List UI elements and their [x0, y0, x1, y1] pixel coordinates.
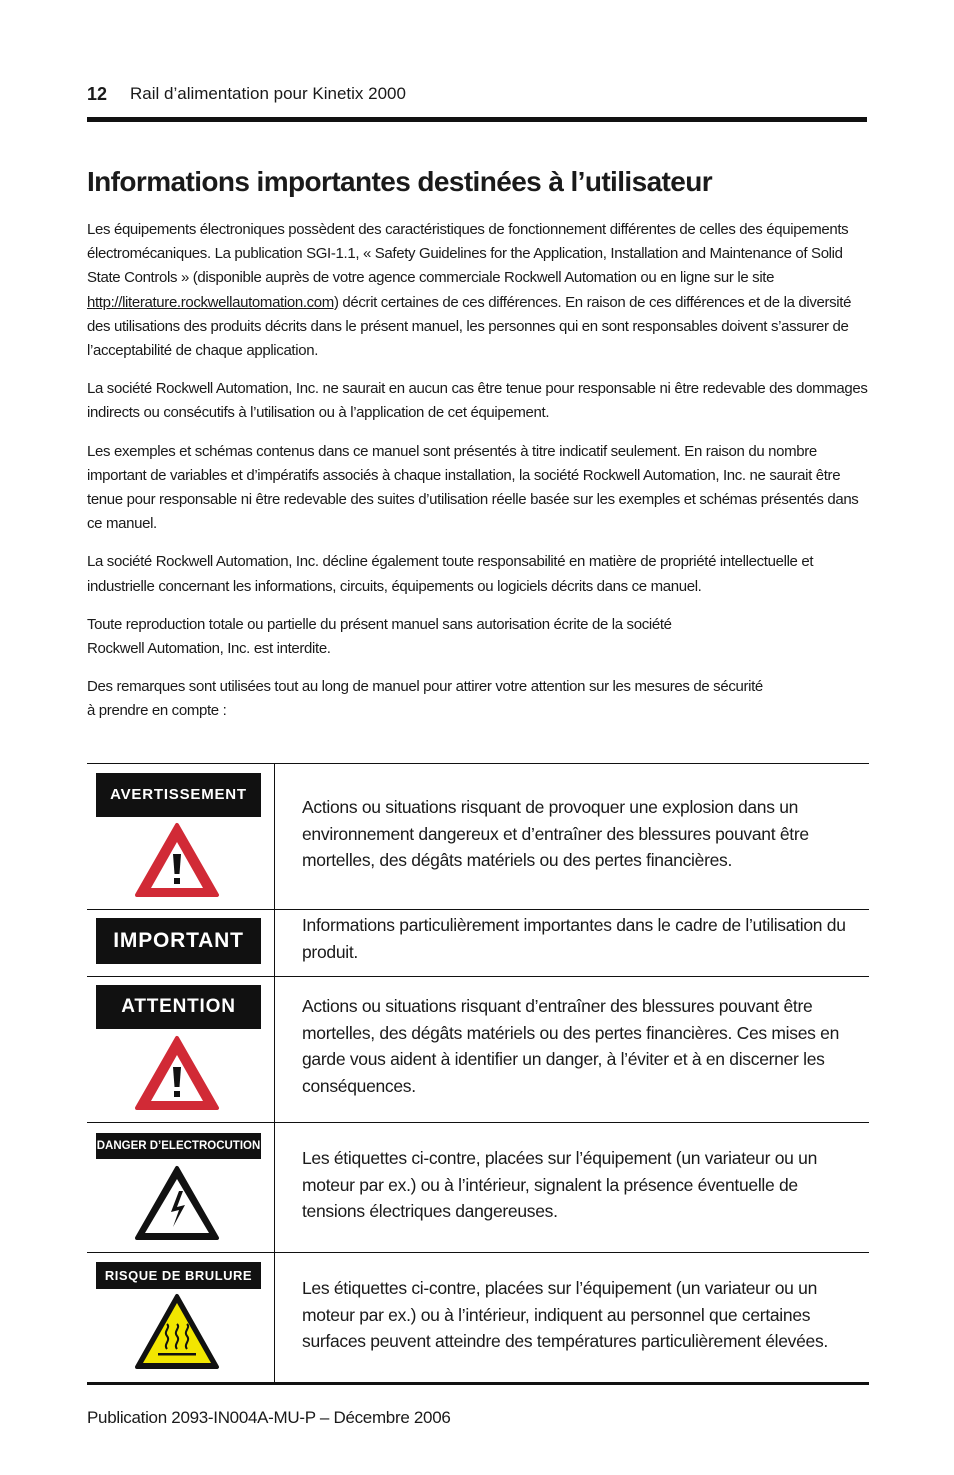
paragraph-3: Les exemples et schémas contenus dans ce manuel sont présentés à titre indicatif seulement. En raison du nombre important de variables et d’impératifs associés à chaque installation, la société Rockwell Automation, Inc. ne saurait être tenue pour responsable ni être redevable des suites d’utilisation réelle basée sur les exemples et schémas présentés dans ce manuel. [87, 442, 859, 533]
paragraph-1-end: décrit certaines de ces différences. En raison de ces différences et de la diversité des utilisations des produits décrits dans le présent manuel, les personnes qui en sont responsables doivent s’assurer de l’acceptabilité de chaque application. [87, 293, 852, 360]
notice-row-warning [87, 764, 869, 910]
publication-footer: Publication 2093-IN004A-MU-P – Décembre 2006 [87, 1408, 451, 1427]
paragraph-4: La société Rockwell Automation, Inc. décline également toute responsabilité en matière de propriété intellectuelle et industrielle concernant les informations, circuits, équipements ou logiciels décrits dans ce manuel. [87, 553, 814, 595]
paragraph-6-line-2: à prendre en compte : [87, 702, 227, 720]
paragraph-1-start: Les équipements électroniques possèdent des caractéristiques de fonctionnement différentes de celles des équipements électromécaniques. La publication SGI-1.1, « Safety Guidelines for the Application, Installation and Maintenance of Solid State Controls » (disponible auprès de votre agence commerciale Rockwell Automation ou en ligne sur le site [87, 221, 849, 287]
shock-label: DANGER D’ELECTROCUTION [96, 1133, 261, 1159]
electric-shock-icon [134, 1165, 220, 1241]
notice-row-important [87, 910, 869, 977]
notice-label-cell [87, 977, 275, 1122]
warning-label: AVERTISSEMENT [96, 773, 261, 817]
paragraph-5-line-1: Toute reproduction totale ou partielle du présent manuel sans autorisation écrite de la société [87, 615, 672, 633]
attention-text: Actions ou situations risquant d’entraîner des blessures pouvant être mortelles, des dégâts matériels ou des pertes financières. Ces mises en garde vous aident à identifier un danger, à l’éviter et à en discerner les conséquences. [302, 996, 840, 1096]
shock-text: Les étiquettes ci-contre, placées sur l’équipement (un variateur ou un moteur par ex.) ou à l’intérieur, signalent la présence éventuelle de tensions électriques dangereuses. [302, 1148, 817, 1221]
important-text: Informations particulièrement importantes dans le cadre de l’utilisation du produit. [302, 915, 846, 962]
notice-label-cell [87, 764, 275, 909]
notice-row-attention [87, 977, 869, 1123]
literature-link[interactable]: http://literature.rockwellautomation.com) [87, 293, 339, 311]
notice-table [87, 763, 869, 1385]
attention-label: ATTENTION [96, 985, 261, 1029]
notice-label-cell [87, 1123, 275, 1252]
paragraph-5 [87, 613, 872, 661]
page-number: 12 [87, 84, 108, 104]
burn-text: Les étiquettes ci-contre, placées sur l’équipement (un variateur ou un moteur par ex.) ou à l’intérieur, indiquent au personnel que certaines surfaces peuvent atteindre des températures particulièrement élevées. [302, 1278, 828, 1351]
paragraph-5-line-2: Rockwell Automation, Inc. est interdite. [87, 640, 331, 658]
warning-text: Actions ou situations risquant de provoquer une explosion dans un environnement dangereux et d’entraîner des blessures pouvant être mortelles, des dégâts matériels ou des pertes financières. [302, 797, 809, 870]
paragraph-6 [87, 675, 872, 723]
notice-label-cell [87, 1253, 275, 1382]
body-text [87, 218, 872, 738]
running-title: Rail d’alimentation pour Kinetix 2000 [130, 84, 406, 103]
burn-label: RISQUE DE BRULURE [96, 1262, 261, 1289]
notice-label-cell [87, 910, 275, 976]
warning-triangle-icon [134, 822, 220, 898]
page-header [87, 84, 867, 118]
important-label: IMPORTANT [96, 918, 261, 964]
notice-row-burn [87, 1253, 869, 1385]
paragraph-1 [87, 218, 872, 363]
hot-surface-icon [134, 1293, 220, 1371]
paragraph-6-line-1: Des remarques sont utilisées tout au long de manuel pour attirer votre attention sur les mesures de sécurité [87, 678, 763, 696]
notice-row-shock [87, 1123, 869, 1253]
paragraph-2: La société Rockwell Automation, Inc. ne saurait en aucun cas être tenue pour responsable ni être redevable des dommages indirects ou consécutifs à l’utilisation ou à l’application de cet équipement. [87, 380, 868, 422]
attention-triangle-icon [134, 1035, 220, 1111]
header-rule [87, 117, 867, 122]
page-title: Informations importantes destinées à l’utilisateur [87, 166, 713, 197]
